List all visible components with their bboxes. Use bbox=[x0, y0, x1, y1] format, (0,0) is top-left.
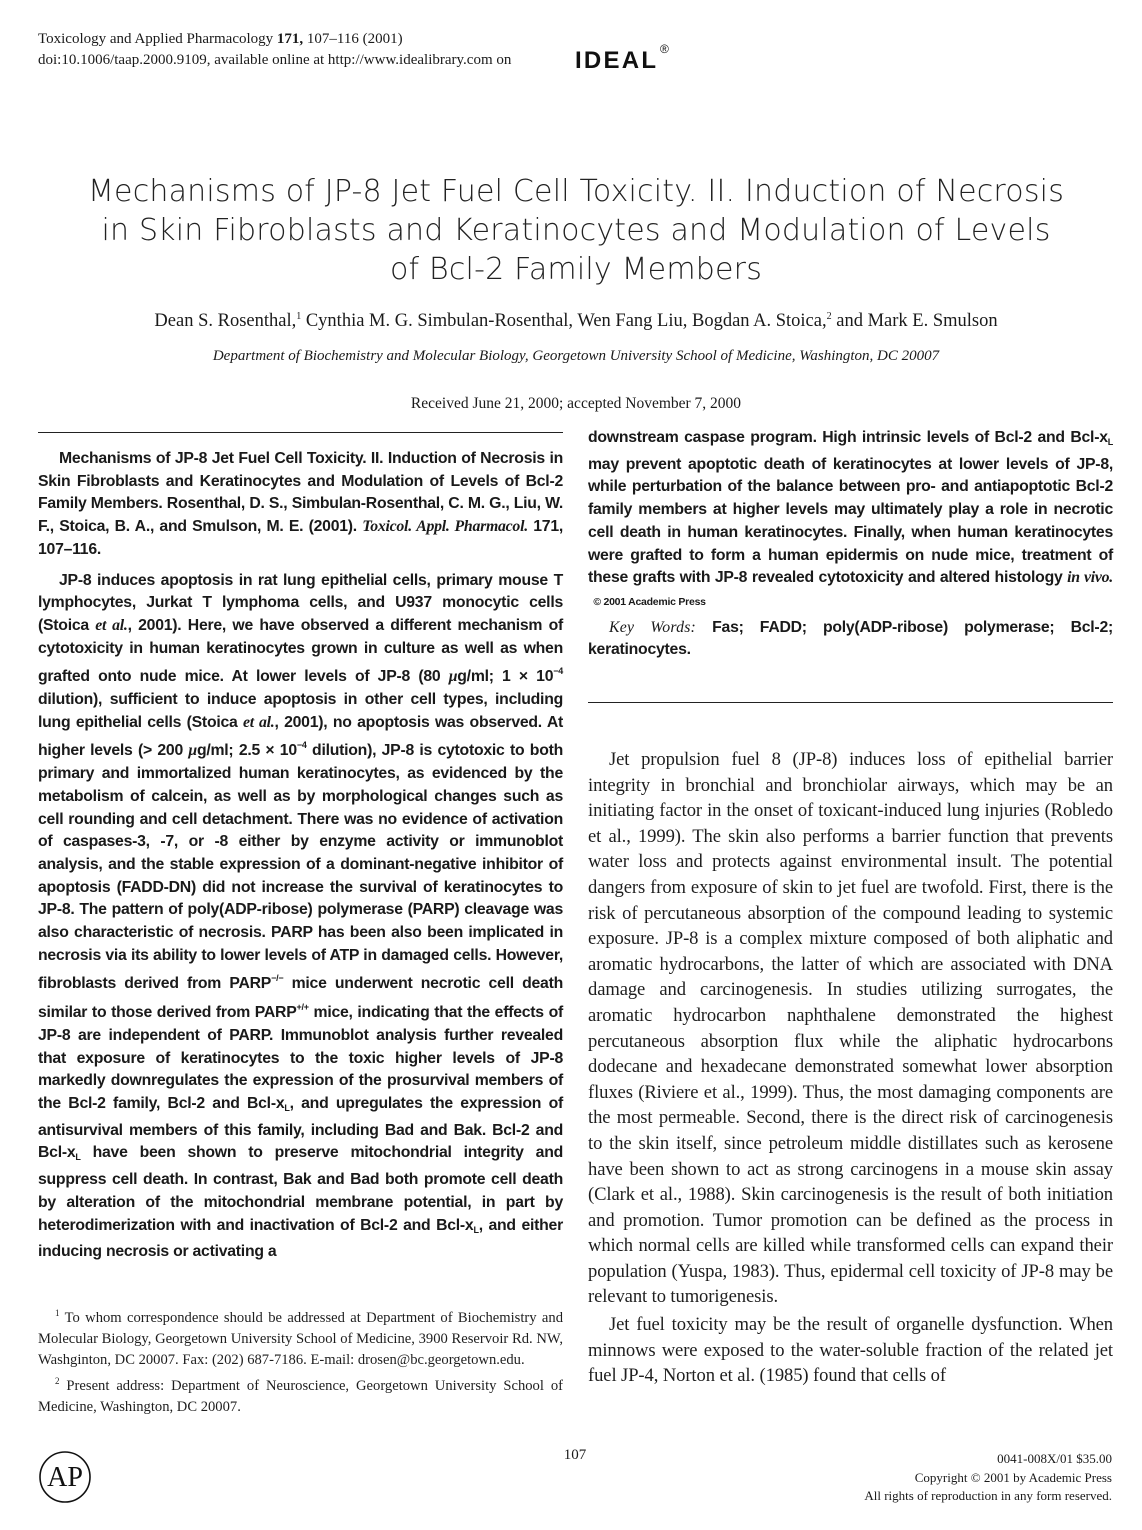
abstract-body: JP-8 induces apoptosis in rat lung epithelial cells, primary mouse T lymphocytes, Jurkat T lymphoma cells, and U937 monocytic cells (Stoica et al., 2001). Here, we have observed a different mechanism of cytotoxicity in human keratinocytes grown in culture as well as when grafted onto nude mice. At lower levels of JP-8 (80 μg/ml; $1 \times 10^{-4}$ dilution), sufficient to induce apoptosis in other cell types, including lung epithelial cells (Stoica et al., 2001), no apoptosis was observed. At higher levels (> 200 μg/ml; $2.5 \times 10^{-4}$ dilution), JP-8 is cytotoxic to both primary and immortalized human keratinocytes, as evidenced by the metabolism of calcein, as well as by morphological changes such as cell rounding and cell detachment. There was no evidence of activation of caspases-3, -7, or -8 either by enzyme activity or immunoblot analysis, and the stable expression of a dominant-negative inhibitor of apoptosis (FADD-DN) did not increase the survival of keratinocytes to JP-8. The pattern of poly(ADP-ribose) polymerase (PARP) cleavage was also characteristic of necrosis. PARP has been also been implicated in necrosis via its ability to lower levels of ATP in damaged cells. However, fibroblasts derived from PARP−/− mice underwent necrotic cell death similar to those derived from PARP+/+ mice, indicating that the effects of JP-8 are independent of PARP. Immunoblot analysis further revealed that exposure of keratinocytes to the toxic higher levels of JP-8 markedly downregulates the expression of the prosurvival members of the Bcl-2 family, Bcl-2 and Bcl-$x_L$, and upregulates the expression of antisurvival members of this family, including Bad and Bak. Bcl-2 and Bcl-$x_L$ have been shown to preserve mitochondrial integrity and suppress cell death. In contrast, Bak and Bad both promote cell death by alteration of the mitochondrial membrane potential, in part by heterodimerization with and inactivation of Bcl-2 and Bcl-$x_L$, and either inducing necrosis or activating a bbox=[38, 571, 564, 1261]
received-dates: Received June 21, 2000; accepted November 7, 2000 bbox=[410, 395, 742, 412]
right-bottom-rule bbox=[588, 702, 1113, 703]
ap-logo-text: AP bbox=[47, 1462, 83, 1493]
author-list: Dean S. Rosenthal,$^1$ Cynthia M. G. Simbulan-Rosenthal, Wen Fang Liu, Bogdan A. Stoica,$^2$ and Mark E. Smulson bbox=[154, 311, 998, 331]
left-top-rule bbox=[38, 432, 563, 433]
abstract-continuation: downstream caspase program. High intrinsic levels of Bcl-2 and Bcl-$x_L$ may prevent apoptotic death of keratinocytes at lower levels of JP-8, while perturbation of the balance between pro- and antiapoptotic Bcl-2 family members at higher levels may ultimately play a role in necrotic cell death in human keratinocytes. Finally, when human keratinocytes were grafted to form a human epidermis on nude mice, treatment of these grafts with JP-8 revealed cytotoxicity and altered histology in vivo. © 2001 Academic Press bbox=[588, 429, 1113, 608]
footnotes bbox=[38, 1303, 563, 1418]
ideal-logo-text: IDEAL bbox=[575, 47, 659, 74]
copyright-imprint bbox=[864, 1450, 1112, 1506]
intro-text bbox=[588, 747, 1113, 1389]
journal-citation: Toxicology and Applied Pharmacology 171, 107–116 (2001) bbox=[38, 31, 403, 47]
affiliation: Department of Biochemistry and Molecular Biology, Georgetown University School of Medicine, Washington, DC 20007 bbox=[212, 348, 940, 364]
footnote-1: $^1$ To whom correspondence should be addressed at Department of Biochemistry and Molecular Biology, Georgetown University School of Medicine, 3900 Reservoir Rd. NW, Washginton, DC 20007. Fax: (202) 687-7186. E-mail: drosen@bc.georgetown.edu. bbox=[38, 1308, 563, 1368]
abstract-citation: Mechanisms of JP-8 Jet Fuel Cell Toxicity. II. Induction of Necrosis in Skin Fibroblasts and Keratinocytes and Modulation of Levels of Bcl-2 Family Members. Rosenthal, D. S., Simbulan-Rosenthal, C. M. G., Liu, W. F., Stoica, B. A., and Smulson, M. E. (2001). Toxicol. Appl. Pharmacol. 171, 107–116. bbox=[38, 450, 563, 558]
svg-text:®: ® bbox=[660, 42, 669, 56]
title-line: Mechanisms of JP-8 Jet Fuel Cell Toxicity. II. Induction of Necrosis bbox=[87, 174, 1065, 209]
journal-header bbox=[38, 29, 511, 71]
article-title bbox=[40, 172, 1112, 289]
title-line: of Bcl-2 Family Members bbox=[389, 252, 763, 287]
page-number: 107 bbox=[563, 1447, 587, 1463]
academic-press-logo bbox=[38, 1450, 92, 1504]
keywords: Key Words: Fas; FADD; poly(ADP-ribose) polymerase; Bcl-2; keratinocytes. bbox=[588, 618, 1113, 659]
rights-line: All rights of reproduction in any form reserved. bbox=[864, 1488, 1112, 1503]
copyright-line: Copyright © 2001 by Academic Press bbox=[914, 1469, 1112, 1485]
footnote-2: $^2$ Present address: Department of Neuroscience, Georgetown University School of Medicine, Washington, DC 20007. bbox=[38, 1375, 563, 1415]
abstract-right bbox=[588, 427, 1113, 662]
intro-paragraph: Jet fuel toxicity may be the result of organelle dysfunction. When minnows were exposed to the water-soluble fraction of the related jet fuel JP-4, Norton et al. (1985) found that cells of bbox=[588, 1314, 1113, 1387]
abstract-left bbox=[38, 448, 563, 1264]
intro-paragraph: Jet propulsion fuel 8 (JP-8) induces loss of epithelial barrier integrity in bronchial and bronchiolar airways, which may be an initiating factor in the onset of toxicant-induced lung injuries (Robledo et al., 1999). The skin also performs a barrier function that prevents water loss and protects against environmental insult. The potential dangers from exposure of skin to jet fuel are twofold. First, there is the risk of percutaneous absorption of the compound leading to systemic exposure. JP-8 is a complex mixture composed of both aliphatic and aromatic hydrocarbons, the latter of which are associated with DNA damage and carcinogenesis. In studies utilizing surrogates, the aromatic hydrocarbon naphthalene demonstrated the highest percutaneous absorption flux while the aliphatic hydrocarbons dodecane and hexadecane demonstrated somewhat lower absorption fluxes (Riviere et al., 1999). Thus, the most damaging components are the most permeable. Second, there is the direct risk of carcinogenesis to the skin itself, since petroleum middle distillates such as kerosene have been shown to act as strong carcinogens in a mouse skin assay (Clark et al., 1988). Skin carcinogenesis is the result of both initiation and promotion. Tumor promotion can be defined as the process in which normal cells are killed while transformed cells can expand their population (Yuspa, 1983). Thus, epidermal cell toxicity of JP-8 may be relevant to tumorigenesis. bbox=[588, 749, 1113, 1308]
ideal-logo bbox=[575, 40, 675, 82]
issn-price: 0041-008X/01 $35.00 bbox=[997, 1451, 1112, 1466]
title-line: in Skin Fibroblasts and Keratinocytes and Modulation of Levels bbox=[101, 213, 1051, 248]
doi-line: doi:10.1006/taap.2000.9109, available online at http://www.idealibrary.com on bbox=[38, 52, 512, 68]
